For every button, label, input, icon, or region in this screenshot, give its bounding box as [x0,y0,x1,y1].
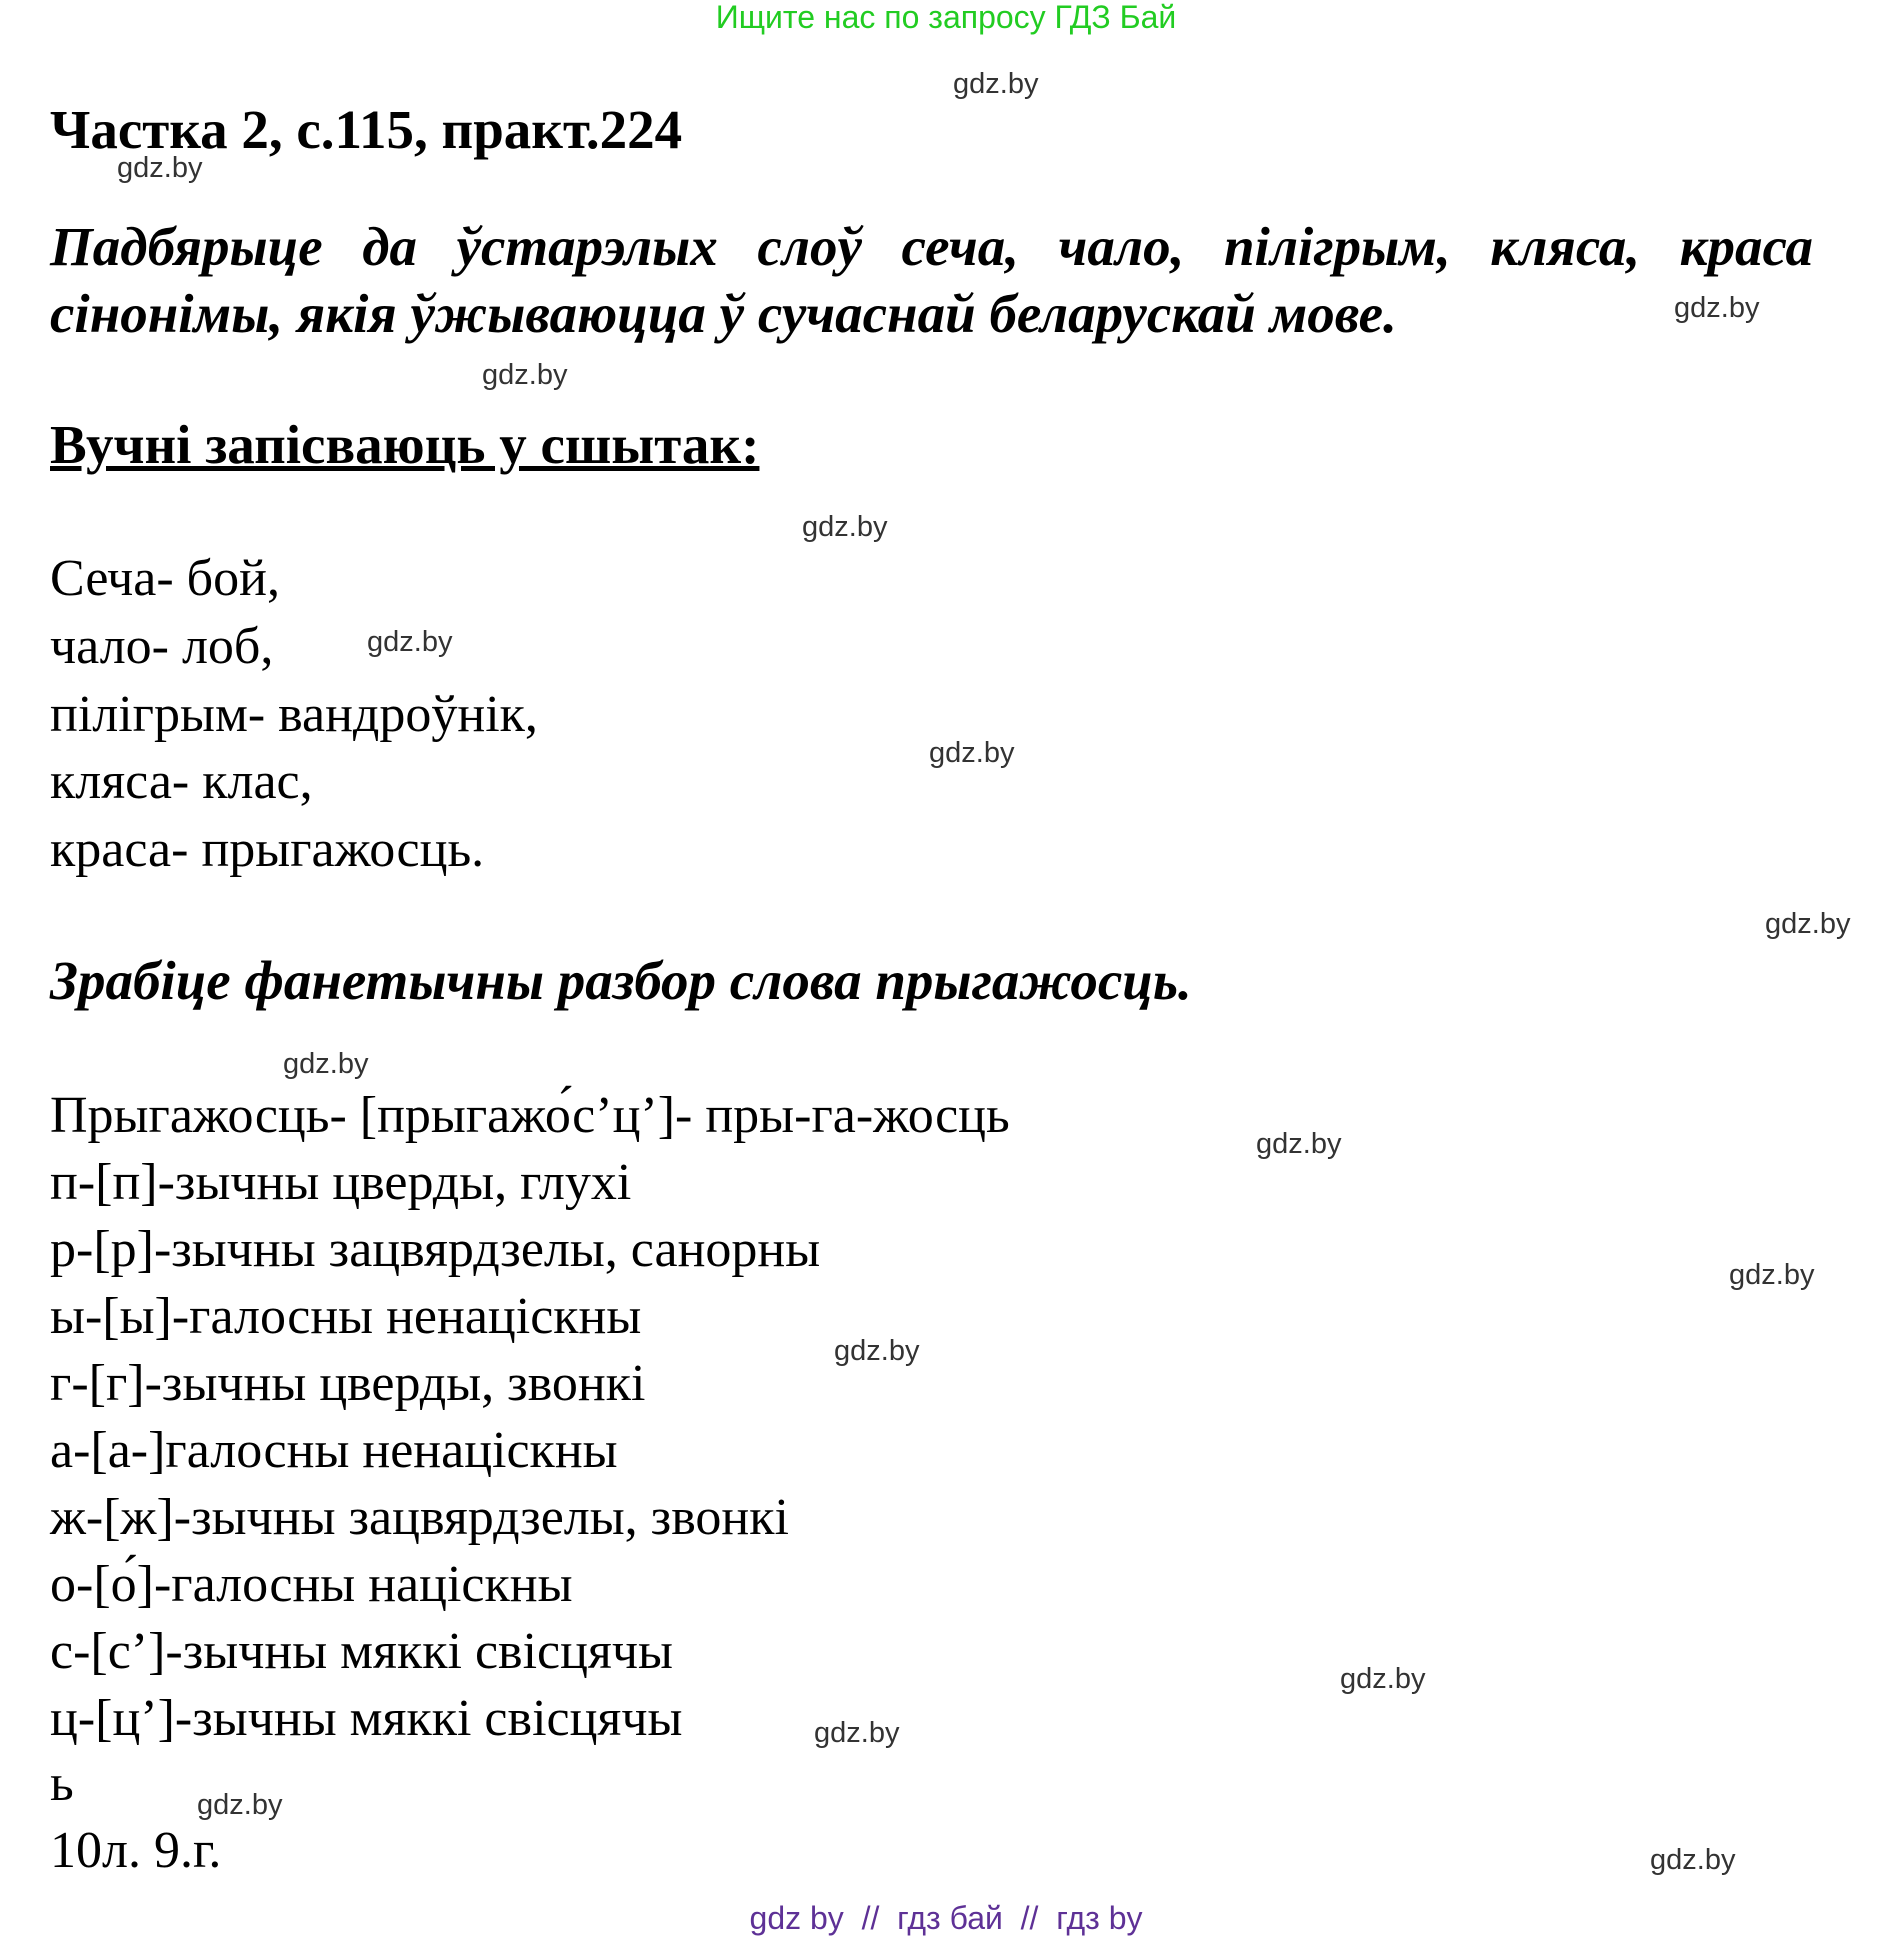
analysis-line: п-[п]-зычны цверды, глухі [50,1154,632,1211]
synonym-line: чало- лоб, [50,618,274,675]
search-hint-banner: Ищите нас по запросу ГДЗ Бай [715,0,1177,35]
synonym-line: краса- прыгажосць. [50,821,485,878]
watermark: gdz.by [117,152,203,184]
analysis-line: ы-[ы]-галосны ненаціскны [50,1288,642,1345]
section-heading: Вучні запісваюць у сшытак: [50,414,760,475]
task-1-line-2: сінонімы, якія ўжываюцца ў сучаснай беларускай мове. [50,283,1397,344]
watermark: gdz.by [1256,1128,1342,1160]
synonym-line: Сеча- бой, [50,550,280,607]
watermark: gdz.by [929,737,1015,769]
watermark: gdz.by [1729,1259,1815,1291]
watermark: gdz.by [1674,292,1760,324]
watermark: gdz.by [197,1789,283,1821]
watermark: gdz.by [482,359,568,391]
watermark: gdz.by [834,1335,920,1367]
watermark: gdz.by [802,511,888,543]
synonym-line: пілігрым- вандроўнік, [50,686,538,743]
watermark: gdz.by [953,68,1039,100]
analysis-line: а-[а-]галосны ненаціскны [50,1422,618,1479]
page-title: Частка 2, с.115, практ.224 [50,99,683,160]
task-2: Зрабіце фанетычны разбор слова прыгажосць. [50,950,1192,1011]
watermark: gdz.by [1650,1844,1736,1876]
watermark: gdz.by [283,1048,369,1080]
analysis-line: ь [50,1755,74,1812]
watermark: gdz.by [814,1717,900,1749]
footer-links: gdz by // гдз бай // гдз by [749,1900,1143,1936]
analysis-line: р-[р]-зычны зацвярдзелы, санорны [50,1221,821,1278]
analysis-line: с-[с’]-зычны мяккі свісцячы [50,1623,673,1680]
task-1-line-1: Падбярыце да ўстарэлых слоў сеча, чало, пілігрым, кляса, краса [50,216,1813,277]
watermark: gdz.by [1765,908,1851,940]
watermark: gdz.by [367,626,453,658]
watermark: gdz.by [1340,1663,1426,1695]
synonym-line: кляса- клас, [50,753,313,810]
analysis-line: ц-[ц’]-зычны мяккі свісцячы [50,1690,683,1747]
analysis-line: о-[о́]-галосны націскны [50,1556,573,1613]
analysis-line: г-[г]-зычны цверды, звонкі [50,1355,646,1412]
analysis-line: Прыгажосць- [прыгажо́с’ц’]- пры-га-жосць [50,1087,1010,1144]
analysis-line: 10л. 9.г. [50,1822,222,1879]
analysis-line: ж-[ж]-зычны зацвярдзелы, звонкі [50,1489,789,1546]
